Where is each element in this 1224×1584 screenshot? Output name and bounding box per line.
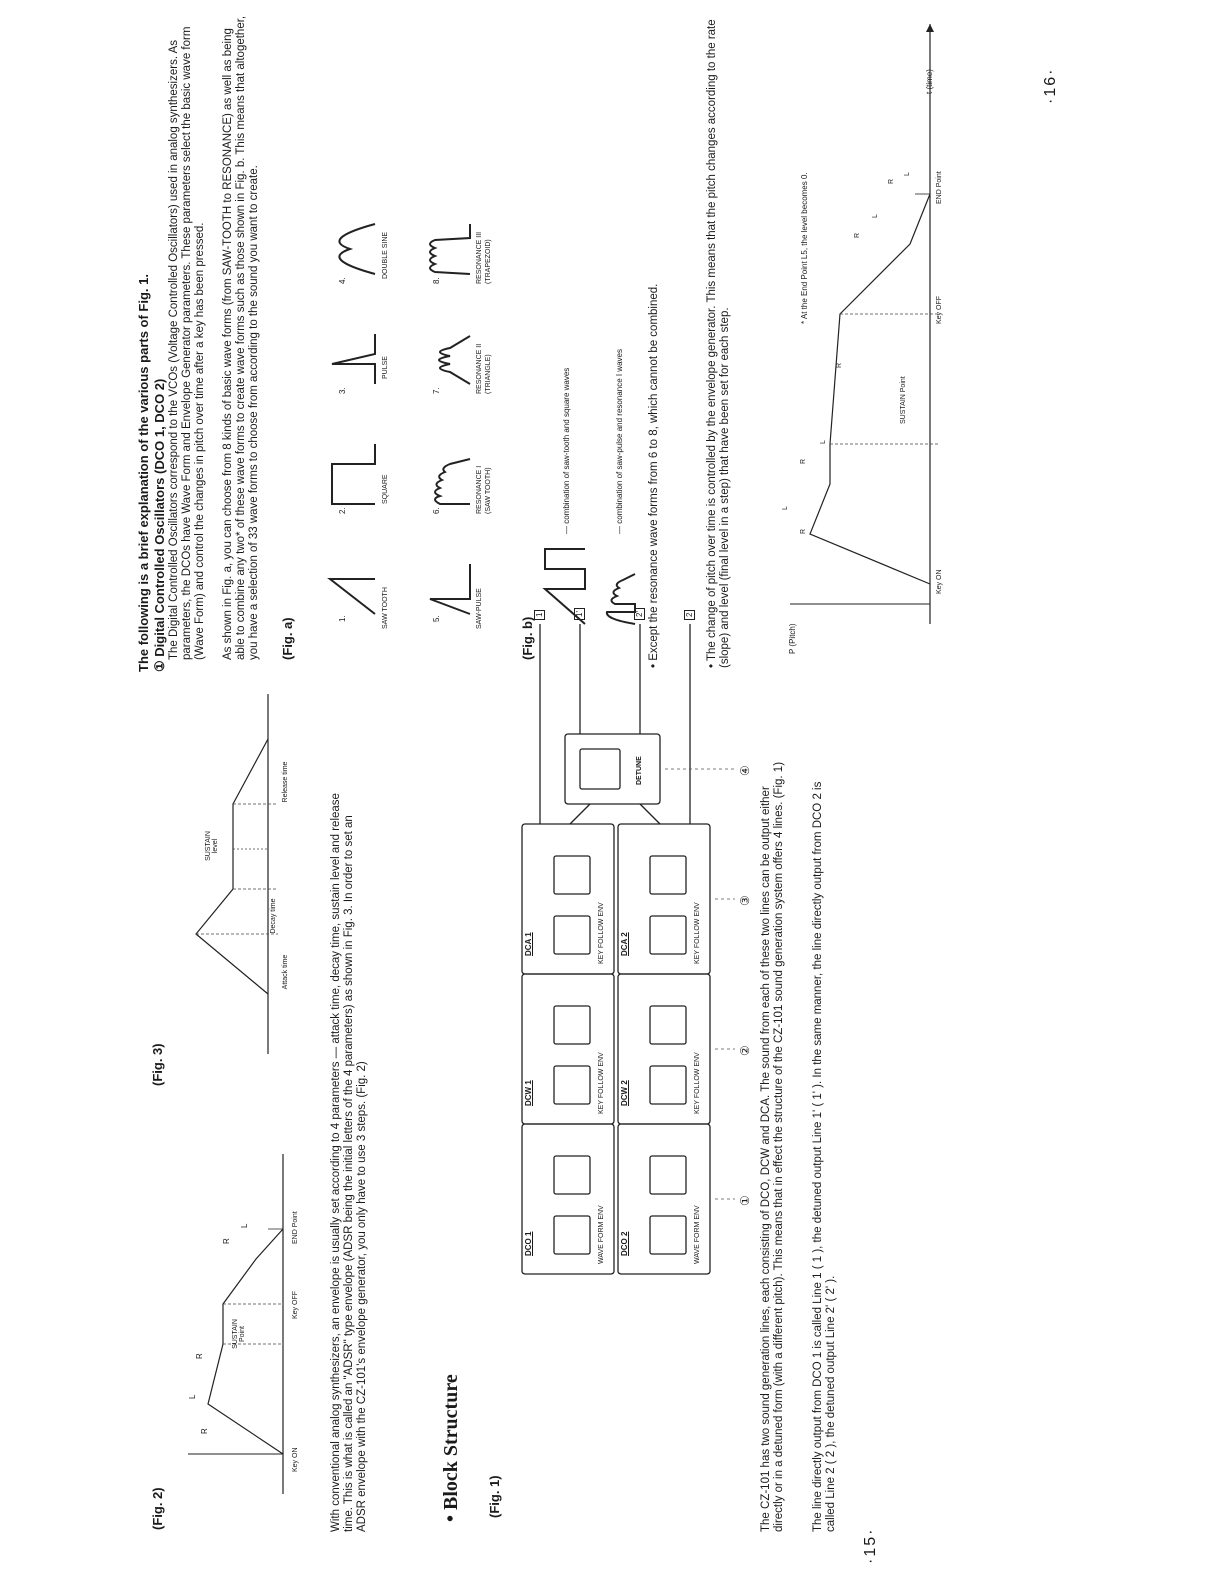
fig1-wave-form-env-2: WAVE FORM ENV <box>694 1205 701 1264</box>
dco-subheading: ① Digital Controlled Oscillators (DCO 1, DCO 2) <box>152 378 167 672</box>
fig2-label: (Fig. 2) <box>150 1487 165 1530</box>
wave2-label: SQUARE <box>382 474 389 504</box>
dco-paragraph: The Digital Controlled Oscillators correspond to the VCOs (Voltage Controlled Oscillators) used in analog synthesizers. As parameters, the DCOs have Wave Form and Envelope Generator parameters. These parameters select the basic wave form (Wave Form) and control the changes in pitch over time after a key has been pressed. <box>168 26 206 660</box>
fig2-key-on: Key ON <box>292 1447 299 1472</box>
wave6-label-a: RESONANCE I <box>476 465 483 514</box>
fig1-circle-4: ④ <box>738 765 752 776</box>
wave8-label-b: (TRAPEZOID) <box>485 239 492 284</box>
fig1-dca1: DCA 1 <box>524 932 533 956</box>
fig2-key-off: Key OFF <box>292 1290 299 1319</box>
fig1-out-2p: 2' <box>634 608 645 620</box>
wave2-num: 2. <box>338 507 347 514</box>
block-structure-title: • Block Structure <box>440 1374 462 1522</box>
pitch-l2-label: L <box>820 440 827 444</box>
wave7-num: 7. <box>432 387 441 394</box>
fig-b-combo2: — combination of saw-pulse and resonance I waves <box>615 349 624 534</box>
fig1-out-1: 1 <box>534 610 545 620</box>
pitch-sustain-point: SUSTAIN Point <box>900 376 907 424</box>
fig-b-waveforms <box>535 444 645 644</box>
pitch-paragraph: • The change of pitch over time is controlled by the envelope generator. This means that the pitch changes according to the rate (slope) and level (final level in a step) that have been set for each step. <box>706 19 731 668</box>
fig2-end-point: END Point <box>292 1211 299 1244</box>
page-number-16: ·16· <box>1042 67 1059 104</box>
fig3-decay-time: Decay time <box>270 898 277 934</box>
fig-b-label: (Fig. b) <box>520 616 535 660</box>
pitch-l4-label: L <box>872 214 879 218</box>
fig-a-label: (Fig. a) <box>280 617 295 660</box>
fig1-key-follow-env-3: KEY FOLLOW ENV <box>694 1052 701 1114</box>
fig1-detune: DETUNE <box>636 756 643 785</box>
cz-paragraph-2: The line directly output from DCO 1 is called Line 1 ( 1 ), the detuned output Line 1' ( 1' ). In the same manner, the line directly output from DCO 2 is called Line 2 ( 2 ), the detuned output Line 2' ( 2' ). <box>812 781 837 1532</box>
pitch-envelope-graph <box>760 4 950 644</box>
pitch-end-point: END Point <box>936 171 943 204</box>
fig1-dcw2: DCW 2 <box>620 1080 629 1106</box>
pitch-time-label: t (time) <box>925 69 934 94</box>
pitch-r3-label: R <box>836 362 843 368</box>
pitch-key-on: Key ON <box>936 569 943 594</box>
fig3-release-time: Release time <box>282 761 289 803</box>
except-note: • Except the resonance wave forms from 6 to 8, which cannot be combined. <box>648 283 660 668</box>
wave-paragraph: As shown in Fig. a, you can choose from 8 kinds of basic wave forms (from SAW-TOOTH to RESONANCE) as well as being able to combine any two* of these wave forms to create wave forms such as those shown in Fig. b. This means that altogether, you have a selection of 33 wave forms to choose from according to the sound you want to create. <box>222 15 260 660</box>
fig3-label: (Fig. 3) <box>150 1043 165 1086</box>
wave7-label-b: (TRIANGLE) <box>485 354 492 394</box>
fig1-wave-form-env-1: WAVE FORM ENV <box>598 1205 605 1264</box>
fig1-key-follow-env-1: KEY FOLLOW ENV <box>598 1052 605 1114</box>
fig-b-combo1: — combination of saw-tooth and square waves <box>562 367 571 534</box>
wave4-num: 4. <box>338 277 347 284</box>
fig1-circle-2: ② <box>738 1045 752 1056</box>
fig2-r3-label: R <box>222 1238 231 1244</box>
fig1-label: (Fig. 1) <box>487 1475 502 1518</box>
pitch-l-label: L <box>782 506 789 510</box>
fig1-dca2: DCA 2 <box>620 932 629 956</box>
pitch-r-label: R <box>800 528 807 534</box>
wave1-num: 1. <box>338 615 347 622</box>
pitch-r5-label: R <box>888 178 895 184</box>
wave3-num: 3. <box>338 387 347 394</box>
fig1-dco2: DCO 2 <box>620 1231 629 1256</box>
wave1-label: SAW TOOTH <box>382 587 389 629</box>
cz-paragraph-1: The CZ-101 has two sound generation lines, each consisting of DCO, DCW and DCA. The sound from each of these two lines can be output either directly or in a detuned form (with a different pitch). This means that in effect the structure of the CZ-101 sound generation system offers 4 lines. (Fig. 1) <box>760 761 785 1532</box>
pitch-l5-label: L <box>904 172 911 176</box>
pitch-end-note: * At the End Point L5, the level becomes 0. <box>800 172 809 324</box>
fig2-l-label: L <box>188 1394 197 1399</box>
right-heading: The following is a brief explanation of the various parts of Fig. 1. <box>136 274 151 672</box>
adsr-paragraph: With conventional analog synthesizers, an envelope is usually set according to 4 parameters — attack time, decay time, sustain level and release time. This is what is called an "ADSR" type envelope (ADSR being the initial letters of the 4 parameters) as shown in Fig. 3. In order to set an ADSR envelope with the CZ-101's envelope generator, you only have to use 3 steps. (Fig. 2) <box>330 793 368 1532</box>
fig2-sustain-point: SUSTAIN Point <box>232 1319 246 1349</box>
page-number-15: ·15· <box>862 1527 879 1564</box>
fig2-r-label: R <box>200 1428 209 1434</box>
wave8-num: 8. <box>432 277 441 284</box>
fig1-out-1p: 1' <box>574 608 585 620</box>
wave4-label: DOUBLE SINE <box>382 231 389 279</box>
pitch-key-off: Key OFF <box>936 295 943 324</box>
fig2-l2-label: L <box>240 1223 249 1228</box>
wave5-num: 5. <box>432 615 441 622</box>
fig1-dcw1: DCW 1 <box>524 1080 533 1106</box>
fig3-attack-time: Attack time <box>282 954 289 990</box>
fig2-r2-label: R <box>195 1353 204 1359</box>
pitch-r2-label: R <box>800 458 807 464</box>
pitch-label: P (Pitch) <box>788 623 797 654</box>
fig1-dco1: DCO 1 <box>524 1231 533 1256</box>
wave6-num: 6. <box>432 507 441 514</box>
wave7-label-a: RESONANCE II <box>476 343 483 394</box>
wave8-label-a: RESONANCE III <box>476 231 483 284</box>
fig3-adsr-diagram <box>168 684 318 1064</box>
fig3-sustain-level: SUSTAIN level <box>205 831 219 861</box>
wave6-label-b: (SAW TOOTH) <box>485 467 492 514</box>
wave3-label: PULSE <box>382 356 389 379</box>
fig1-circle-1: ① <box>738 1195 752 1206</box>
fig1-key-follow-env-2: KEY FOLLOW ENV <box>598 902 605 964</box>
wave5-label: SAW-PULSE <box>476 588 483 629</box>
fig1-key-follow-env-4: KEY FOLLOW ENV <box>694 902 701 964</box>
fig1-out-2: 2 <box>684 610 695 620</box>
fig1-circle-3: ③ <box>738 895 752 906</box>
fig-a-waveforms <box>300 14 500 634</box>
pitch-r4-label: R <box>854 232 861 238</box>
